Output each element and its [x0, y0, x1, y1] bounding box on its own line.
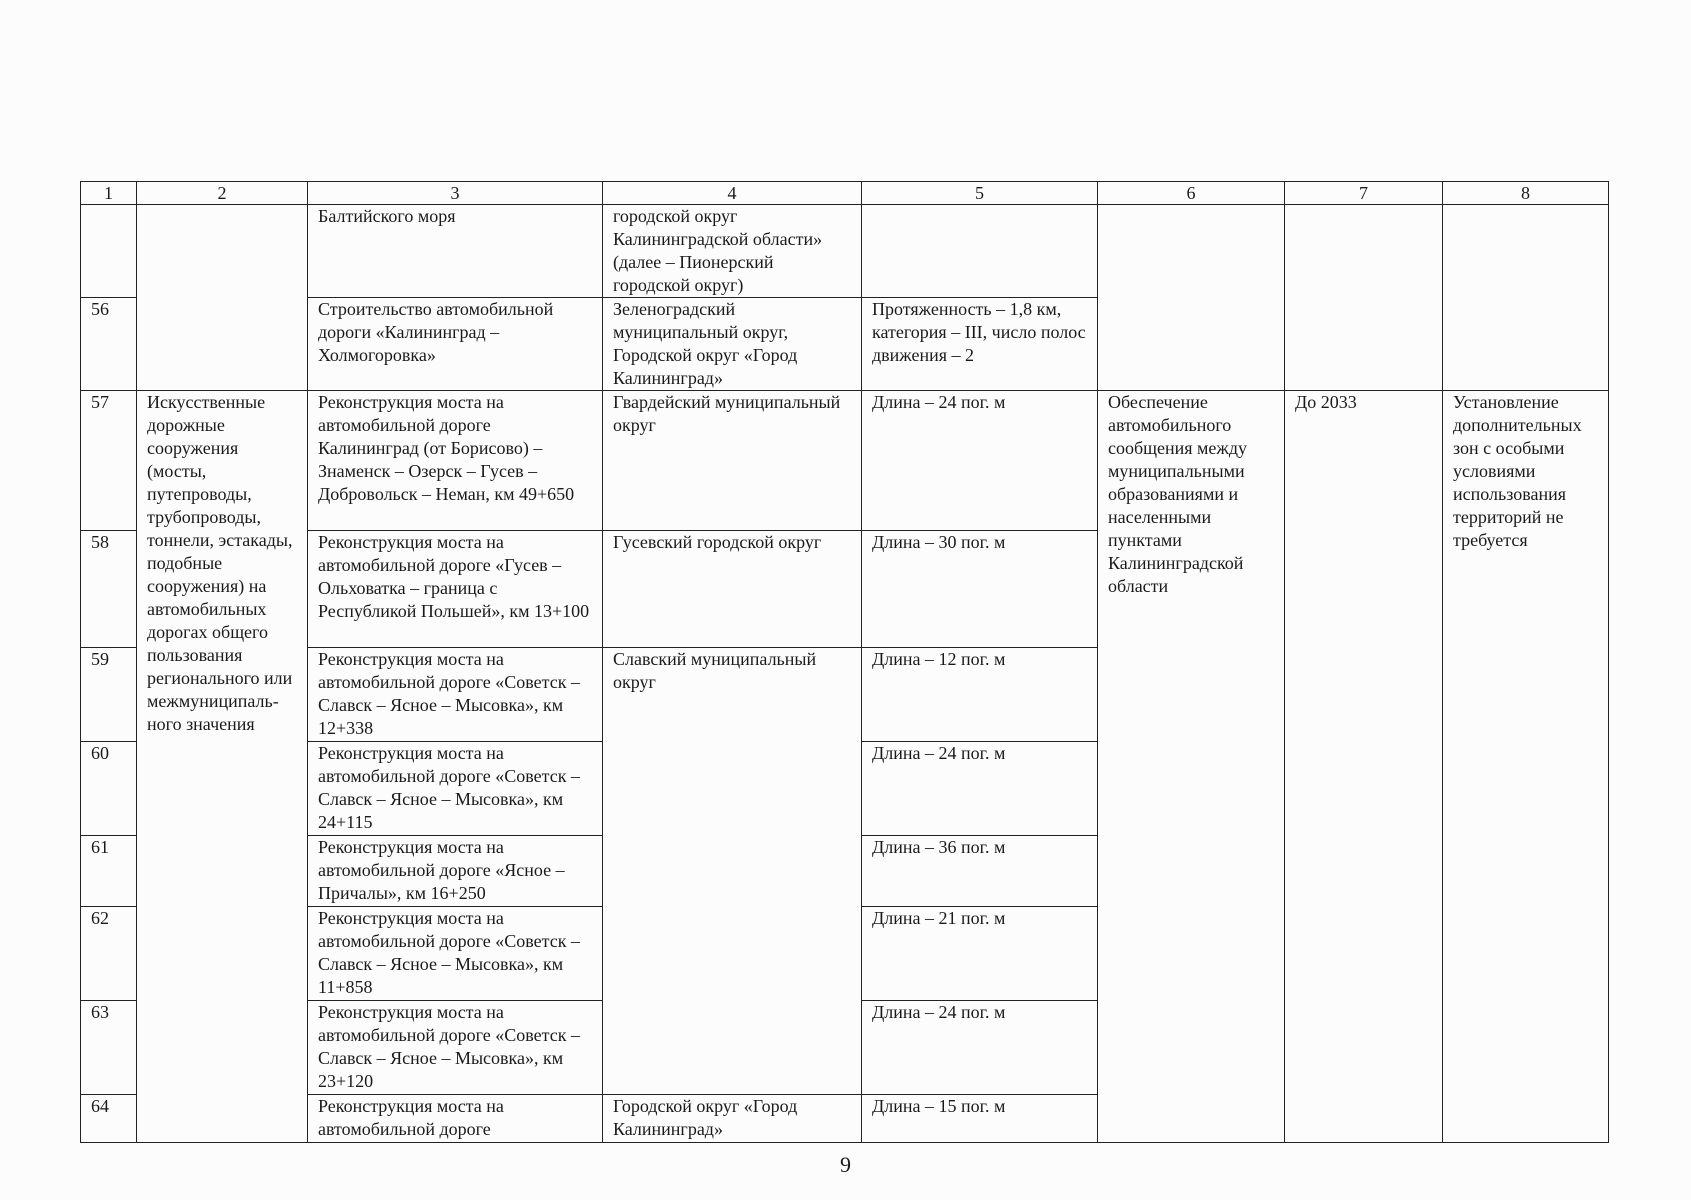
cell-col8	[1443, 205, 1609, 391]
data-table	[80, 181, 1609, 1143]
cell-col5: Протяженность – 1,8 км, категория – III, число полос движения – 2	[862, 298, 1098, 391]
cell-col4: Гвардейский муниципальный округ	[603, 391, 862, 531]
table-row	[81, 205, 1609, 298]
cell-num: 63	[81, 1001, 137, 1095]
header-col-7: 7	[1285, 182, 1443, 205]
cell-col4: Зеленоградский муниципальный округ, Городской округ «Город Калининград»	[603, 298, 862, 391]
cell-col7	[1285, 205, 1443, 391]
header-row	[81, 182, 1609, 205]
cell-col4: Славский муниципальный округ	[603, 648, 862, 1095]
cell-col3: Балтийского моря	[308, 205, 603, 298]
cell-col4: Гусевский городской округ	[603, 531, 862, 648]
cell-zones: Установление дополнительных зон с особыми условиями использования территорий не требуется	[1443, 391, 1609, 1143]
cell-col2	[137, 205, 308, 391]
header-col-3: 3	[308, 182, 603, 205]
cell-col5: Длина – 15 пог. м	[862, 1095, 1098, 1143]
cell-col4: городской округ Калининградской области» (далее – Пионерский городской округ)	[603, 205, 862, 298]
cell-object-type: Искусственные дорожные сооружения (мосты, путепроводы, трубопроводы, тоннели, эстакады, подобные сооружения) на автомобильных дорогах общего пользования регионального или межмуниципаль-ного значения	[137, 391, 308, 1143]
cell-num: 59	[81, 648, 137, 742]
cell-col5: Длина – 24 пог. м	[862, 391, 1098, 531]
cell-num: 58	[81, 531, 137, 648]
header-col-4: 4	[603, 182, 862, 205]
cell-col5: Длина – 21 пог. м	[862, 907, 1098, 1001]
cell-num: 61	[81, 836, 137, 907]
header-col-5: 5	[862, 182, 1098, 205]
header-col-1: 1	[81, 182, 137, 205]
table-row	[81, 391, 1609, 531]
cell-num: 62	[81, 907, 137, 1001]
cell-col5	[862, 205, 1098, 298]
cell-col3: Реконструкция моста на автомобильной дороге «Ясное – Причалы», км 16+250	[308, 836, 603, 907]
cell-col5: Длина – 24 пог. м	[862, 742, 1098, 836]
cell-num: 56	[81, 298, 137, 391]
cell-num: 64	[81, 1095, 137, 1143]
cell-deadline: До 2033	[1285, 391, 1443, 1143]
cell-purpose: Обеспечение автомобильного сообщения между муниципальными образованиями и населенными пунктами Калининградской области	[1098, 391, 1285, 1143]
cell-col4: Городской округ «Город Калининград»	[603, 1095, 862, 1143]
header-col-8: 8	[1443, 182, 1609, 205]
cell-col5: Длина – 24 пог. м	[862, 1001, 1098, 1095]
cell-col3: Реконструкция моста на автомобильной дороге «Советск – Славск – Ясное – Мысовка», км 11+858	[308, 907, 603, 1001]
cell-num	[81, 205, 137, 298]
cell-col3: Реконструкция моста на автомобильной дороге «Советск – Славск – Ясное – Мысовка», км 23+120	[308, 1001, 603, 1095]
cell-col3: Реконструкция моста на автомобильной дороге «Гусев – Ольховатка – граница с Республикой Польшей», км 13+100	[308, 531, 603, 648]
cell-col5: Длина – 36 пог. м	[862, 836, 1098, 907]
header-col-2: 2	[137, 182, 308, 205]
cell-col3: Реконструкция моста на автомобильной дороге Калининград (от Борисово) – Знаменск – Озерск – Гусев – Добровольск – Неман, км 49+650	[308, 391, 603, 531]
cell-col5: Длина – 12 пог. м	[862, 648, 1098, 742]
cell-col3: Реконструкция моста на автомобильной дороге «Советск – Славск – Ясное – Мысовка», км 24+115	[308, 742, 603, 836]
cell-col5: Длина – 30 пог. м	[862, 531, 1098, 648]
cell-col3: Строительство автомобильной дороги «Калининград – Холмогоровка»	[308, 298, 603, 391]
cell-col6	[1098, 205, 1285, 391]
page-number: 9	[840, 1152, 851, 1177]
cell-num: 57	[81, 391, 137, 531]
header-col-6: 6	[1098, 182, 1285, 205]
cell-col3: Реконструкция моста на автомобильной дороге	[308, 1095, 603, 1143]
cell-num: 60	[81, 742, 137, 836]
cell-col3: Реконструкция моста на автомобильной дороге «Советск – Славск – Ясное – Мысовка», км 12+338	[308, 648, 603, 742]
